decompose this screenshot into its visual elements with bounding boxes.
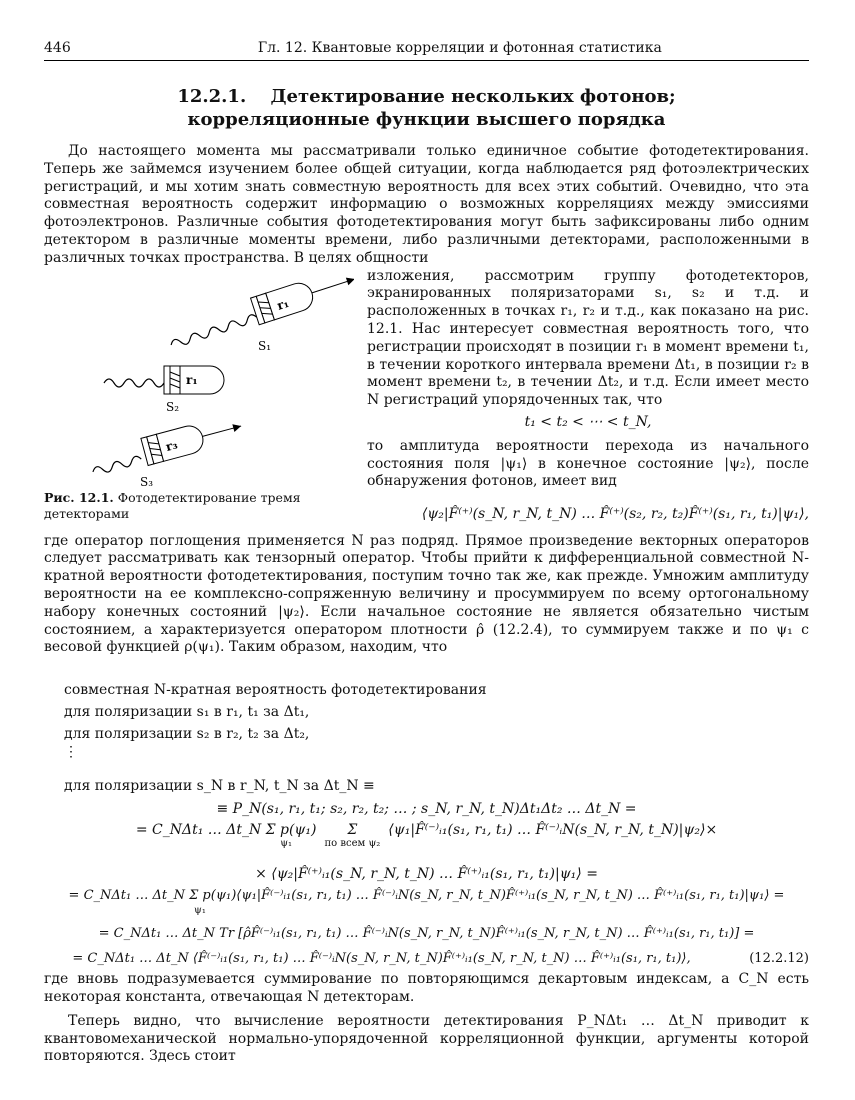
paragraph-2: где оператор поглощения применяется N раз подряд. Прямое произведение векторных операторов следует рассматривать как тензорный оператор. Чтобы прийти к дифференциальной совместной N-кратной вероятности фотодетектирования, поступим точно так же, как прежде. Умножим амплитуду вероятности на ее комплексно-сопряженную величину и просуммируем по всему ортогональному набору конечных состояний |ψ₂⟩. Если начальное состояние не является обязательно чистым состоянием, а характеризуется оператором плотности ρ̂ (12.2.4), то суммируем также и по ψ₁ с весовой функцией ρ(ψ₁). Таким образом, находим, что — [44, 532, 809, 656]
page — [44, 40, 809, 1066]
polarizer-1-label: S₁ — [258, 338, 272, 353]
paragraph-4: Теперь видно, что вычисление вероятности детектирования P_NΔt₁ … Δt_N приводит к квантовомеханической нормально-упорядоченной корреляционной функции, аргументы которой повторяются. Здесь стоит — [44, 1012, 809, 1065]
section-number: 12.2.1. — [177, 86, 247, 107]
equation-block — [44, 797, 809, 971]
equation-line-5: = C_NΔt₁ … Δt_N Tr [ρ̂F̂⁽⁻⁾ᵢ₁(s₁, r₁, t₁) … F̂⁽⁻⁾ᵢN(s_N, r_N, t_N)F̂⁽⁺⁾ᵢ₁(s_N, r_N, t_N) … F̂⁽⁺⁾ᵢ₁(s₁, r₁, t₁)] = — [98, 926, 755, 942]
running-head — [44, 40, 809, 61]
eq2-part-b: Σ — [347, 822, 358, 839]
section-title-line2: корреляционные функции высшего порядка — [187, 109, 666, 130]
equation-line-4: = C_NΔt₁ … Δt_N Σ p(ψ₁)⟨ψ₁|F̂⁽⁻⁾ᵢ₁(s₁, r₁, t₁) … F̂⁽⁻⁾ᵢN(s_N, r_N, t_N)F̂⁽⁺⁾ᵢ₁(s_N, r_N, t_N) … F̂⁽⁺⁾ᵢ₁(s₁, r₁, t₁)|ψ₁⟩ = — [68, 888, 785, 904]
figure-wrap-block — [44, 268, 809, 533]
right-column-paragraph-2: то амплитуда вероятности перехода из начального состояния поля |ψ₁⟩ в конечное состояние |ψ₂⟩, после обнаружения фотонов, имеет вид — [367, 437, 809, 490]
detector-2 — [104, 366, 224, 394]
detector-3 — [88, 412, 245, 479]
definition-ellipsis: ⋮ — [64, 744, 78, 761]
page-number: 446 — [44, 40, 71, 56]
detector-1-label: r₁ — [275, 295, 291, 313]
right-column-text — [367, 268, 809, 492]
polarizer-2-label: S₂ — [166, 399, 180, 414]
equation-line-2 — [44, 822, 809, 862]
figure-12-1 — [44, 268, 354, 533]
definition-line-1: совместная N-кратная вероятность фотодетектирования — [64, 682, 487, 699]
detector-2-label: r₁ — [186, 372, 198, 387]
eq4-sum-index: ψ₁ — [194, 905, 206, 917]
definition-line-2: для поляризации s₁ в r₁, t₁ за Δt₁, — [64, 704, 310, 721]
running-title: Гл. 12. Квантовые корреляции и фотонная статистика — [257, 40, 662, 56]
probability-definition — [44, 679, 809, 797]
eq2-part-a: = C_NΔt₁ … Δt_N Σ p(ψ₁) — [135, 822, 317, 839]
caption-text: Фотодетектирование тремя детекторами — [44, 489, 301, 521]
detector-3-label: r₃ — [164, 437, 180, 454]
equation-line-6 — [44, 946, 809, 971]
definition-line-5: для поляризации s_N в r_N, t_N за Δt_N ≡ — [64, 778, 375, 795]
ordering-equation: t₁ < t₂ < ⋯ < t_N, — [524, 413, 652, 430]
detectors-diagram — [44, 268, 354, 488]
eq2-sum-index-1: ψ₁ — [280, 838, 293, 850]
polarizer-3-label: S₃ — [140, 474, 154, 488]
amplitude-equation: ⟨ψ₂|F̂⁽⁺⁾(s_N, r_N, t_N) … F̂⁽⁺⁾(s₂, r₂, t₂)F̂⁽⁺⁾(s₁, r₁, t₁)|ψ₁⟩, — [421, 505, 809, 522]
equation-line-3: × ⟨ψ₂|F̂⁽⁺⁾ᵢ₁(s_N, r_N, t_N) … F̂⁽⁺⁾ᵢ₁(s₁, r₁, t₁)|ψ₁⟩ = — [255, 866, 598, 883]
paragraph-3: где вновь подразумевается суммирование по повторяющимся декартовым индексам, а C_N есть некоторая константа, отвечающая N детекторам. — [44, 971, 809, 1005]
eq2-sum-index-2: по всем ψ₂ — [324, 838, 381, 850]
eq6-body: = C_NΔt₁ … Δt_N ⟨F̂⁽⁻⁾ᵢ₁(s₁, r₁, t₁) … F̂⁽⁻⁾ᵢN(s_N, r_N, t_N)F̂⁽⁺⁾ᵢ₁(s_N, r_N, t_N) … F̂⁽⁺⁾ᵢ₁(s₁, r₁, t₁)⟩, — [72, 951, 691, 967]
paragraph-1: До настоящего момента мы рассматривали только единичное событие фотодетектирования. Теперь же займемся изучением более общей ситуации, когда наблюдается ряд фотоэлектрических регистраций, и мы хотим знать совместную вероятность для всех этих событий. Очевидно, что эта совместная вероятность содержит информацию о возможных корреляциях между эмиссиями фотоэлектронов. Различные события фотодетектирования могут быть зафиксированы либо одним детектором в различные моменты времени, либо различными детекторами, расположенными в различных точках пространства. В целях общности — [44, 143, 809, 266]
eq2-part-c: ⟨ψ₁|F̂⁽⁻⁾ᵢ₁(s₁, r₁, t₁) … F̂⁽⁻⁾ᵢN(s_N, r_N, t_N)|ψ₂⟩× — [388, 822, 718, 839]
equation-line-1: ≡ P_N(s₁, r₁, t₁; s₂, r₂, t₂; … ; s_N, r_N, t_N)Δt₁Δt₂ … Δt_N = — [216, 801, 637, 818]
section-heading — [44, 85, 809, 131]
right-column-paragraph: изложения, рассмотрим группу фотодетекторов, экранированных поляризаторами s₁, s₂ и т.д. и расположенных в точках r₁, r₂ и т.д., как показано на рис. 12.1. Нас интересует совместная вероятность того, что регистрации происходят в позиции r₁ в момент времени t₁, в течении короткого интервала времени Δt₁, в позиции r₂ в момент времени t₂, в течении Δt₂, и т.д. Если имеет место N регистраций упорядоченных так, что — [367, 267, 809, 409]
figure-caption — [44, 490, 349, 522]
definition-line-3: для поляризации s₂ в r₂, t₂ за Δt₂, — [64, 726, 310, 743]
section-title-line1: Детектирование нескольких фотонов; — [270, 86, 676, 107]
caption-label: Рис. 12.1. — [44, 489, 114, 505]
equation-number: (12.2.12) — [749, 951, 809, 967]
